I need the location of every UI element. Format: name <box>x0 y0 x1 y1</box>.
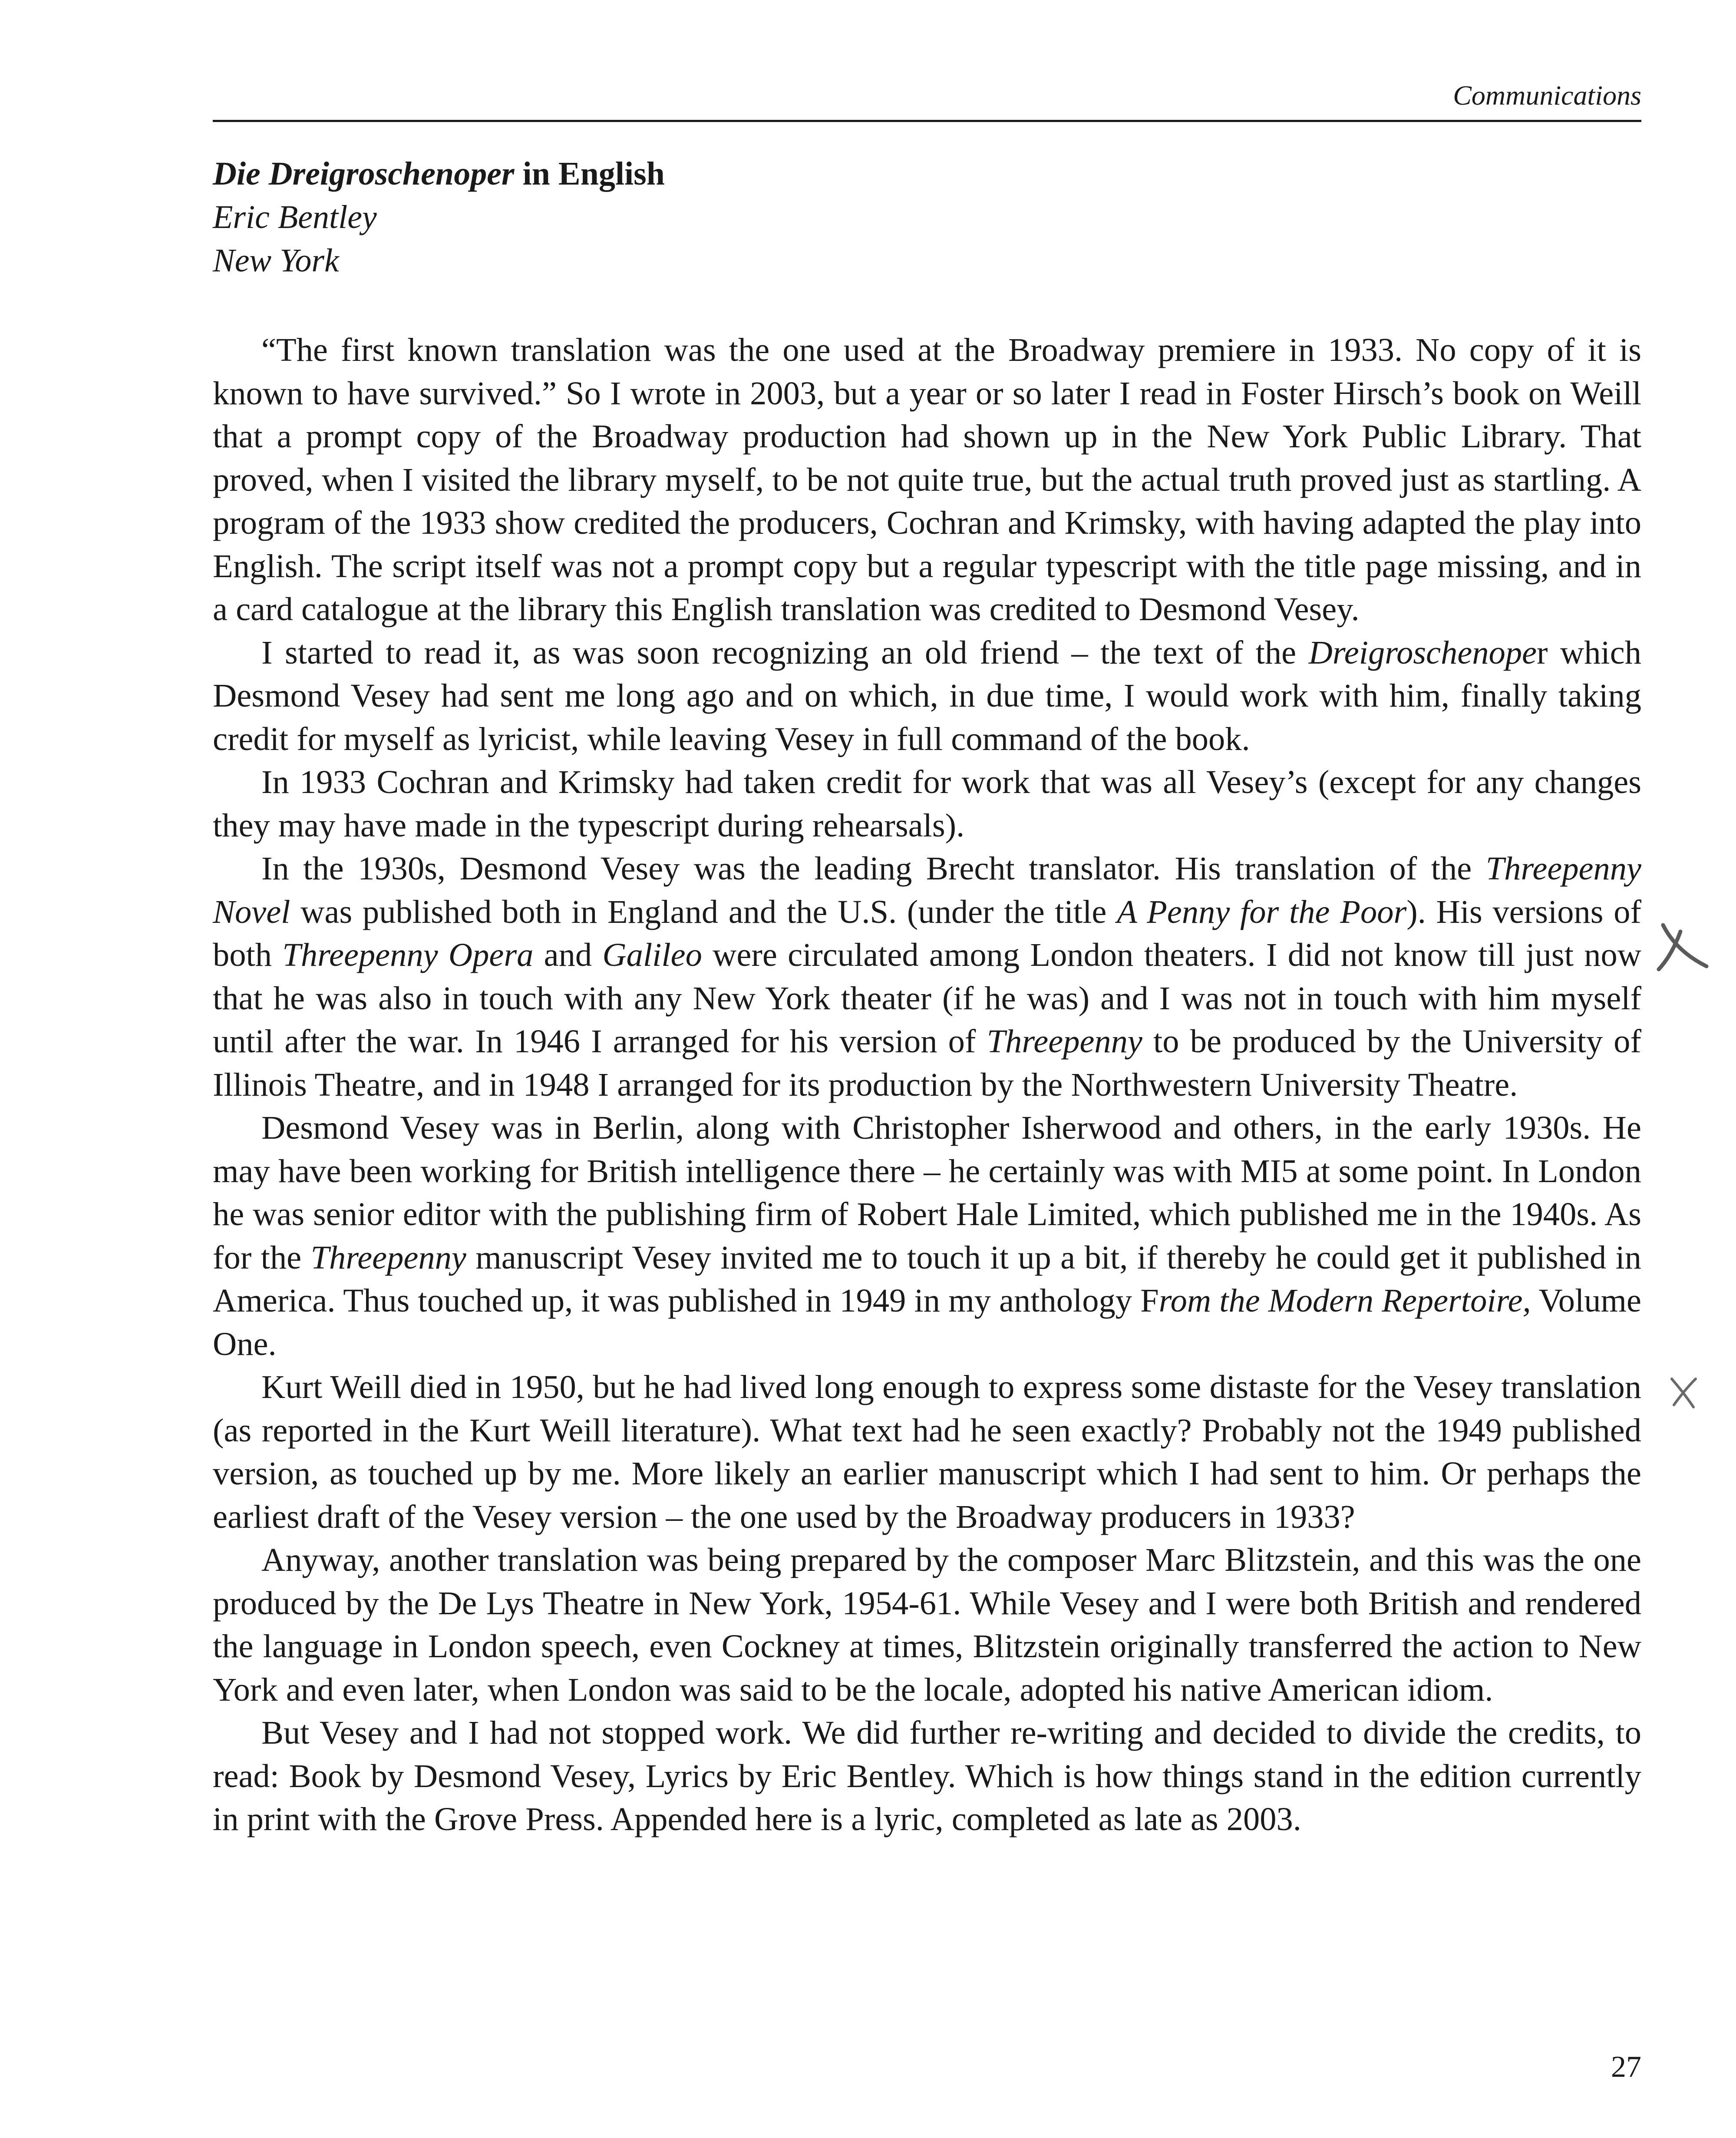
paragraph-2-text-a: I started to read it, as was soon recognizing an old friend – the text of the <box>261 634 1309 671</box>
paragraph-3: In 1933 Cochran and Krimsky had taken credit for work that was all Vesey’s (except for any changes they may have made in the typescript during rehearsals). <box>213 763 1641 844</box>
paragraph-4-italic-novel: Threepenny Novel <box>213 850 1641 930</box>
header-rule <box>213 120 1641 122</box>
article-title-rest: in English <box>514 155 665 192</box>
article-header <box>213 152 1641 282</box>
paragraph-4-text-e: ). His versions of both <box>213 893 1641 973</box>
paragraph-2 <box>213 631 1641 761</box>
paragraph-5-text-a: Desmond Vesey was in Berlin, along with Christopher Isherwood and others, in the early 1930s. He may have been working for British intelligence there – he certainly was with MI5 at some point. In London he was senior editor with the publishing firm of Robert Hale Limited, which published me in the 1940s. As for the <box>213 1109 1641 1276</box>
paragraph-7: Anyway, another translation was being prepared by the composer Marc Blitzstein, and this was the one produced by the De Lys Theatre in New York, 1954-61. While Vesey and I were both British and rendered the language in London speech, even Cockney at times, Blitzstein originally transferred the action to New York and even later, when London was said to be the locale, adopted his native American idiom. <box>213 1541 1641 1708</box>
paragraph-4-text-g: and <box>533 936 603 973</box>
paragraph-4-text-c: was published both in England and the U.S. (under the title <box>290 893 1117 930</box>
paragraph-5-text-e: Volume One. <box>213 1282 1642 1362</box>
handwritten-x-mark-icon <box>1663 1372 1706 1411</box>
paragraph-4-text-k: to be produced by the University of Illinois Theatre, and in 1948 I arranged for its production by the Northwestern University Theatre. <box>213 1023 1641 1103</box>
article-place: New York <box>213 242 339 279</box>
article-title <box>213 152 1641 195</box>
paragraph-5 <box>213 1106 1641 1365</box>
paragraph-4 <box>213 847 1641 1106</box>
paragraph-8: But Vesey and I had not stopped work. We did further re-writing and decided to divide the credits, to read: Book by Desmond Vesey, Lyrics by Eric Bentley. Which is how things stand in the edition currently in print with the Grove Press. Appended here is a lyric, completed as late as 2003. <box>213 1714 1641 1837</box>
paragraph-4-text-i: were circulated among London theaters. I did not know till just now that he was also in touch with any New York theater (if he was) and I was not in touch with him myself until after the war. In 1946 I arranged for his version of <box>213 936 1641 1060</box>
paragraph-4-text-a: In the 1930s, Desmond Vesey was the leading Brecht translator. His translation of the <box>261 850 1486 887</box>
paragraph-1: “The first known translation was the one used at the Broadway premiere in 1933. No copy of it is known to have survived.” So I wrote in 2003, but a year or so later I read in Foster Hirsch’s book on Weill that a prompt copy of the Broadway production had shown up in the New York Public Library. That proved, when I visited the library myself, to be not quite true, but the actual truth proved just as startling. A program of the 1933 show credited the producers, Cochran and Krimsky, with having adapted the play into English. The script itself was not a prompt copy but a regular typescript with the title page missing, and in a card catalogue at the library this English translation was credited to Desmond Vesey. <box>213 331 1641 628</box>
paragraph-5-italic-repertoire: rom the Modern Repertoire, <box>1158 1282 1531 1319</box>
paragraph-4-italic-galileo: Galileo <box>602 936 702 973</box>
article-body <box>213 328 1641 1841</box>
paragraph-4-italic-opera: Threepenny Opera <box>282 936 534 973</box>
article-author: Eric Bentley <box>213 199 377 235</box>
paragraph-5-text-c: manuscript Vesey invited me to touch it up a bit, if thereby he could get it published in America. Thus touched up, it was published in 1949 in my anthology F <box>213 1239 1641 1319</box>
paragraph-4-italic-penny: A Penny for the Poor <box>1117 893 1407 930</box>
page-number: 27 <box>1611 2050 1641 2084</box>
handwritten-x-mark-icon <box>1650 921 1711 973</box>
paragraph-4-italic-threepenny: Threepenny <box>987 1023 1142 1060</box>
paragraph-6: Kurt Weill died in 1950, but he had lived long enough to express some distaste for the Vesey translation (as reported in the Kurt Weill literature). What text had he seen exactly? Probably not the 1949 published version, as touched up by me. More likely an earlier manuscript which I had sent to him. Or perhaps the earliest draft of the Vesey version – the one used by the Broadway producers in 1933? <box>213 1368 1641 1535</box>
x-mark-1-svg <box>1650 921 1711 973</box>
paragraph-5-italic-threepenny: Threepenny <box>310 1239 466 1276</box>
running-head: Communications <box>1453 80 1641 111</box>
article-title-italic: Die Dreigroschenoper <box>213 155 515 192</box>
paragraph-2-italic-title: Dreigroschenope <box>1308 634 1537 671</box>
paragraph-2-text-c: r which Desmond Vesey had sent me long ago and on which, in due time, I would work with him, finally taking credit for myself as lyricist, while leaving Vesey in full command of the book. <box>213 634 1641 757</box>
x-mark-2-svg <box>1663 1372 1706 1411</box>
